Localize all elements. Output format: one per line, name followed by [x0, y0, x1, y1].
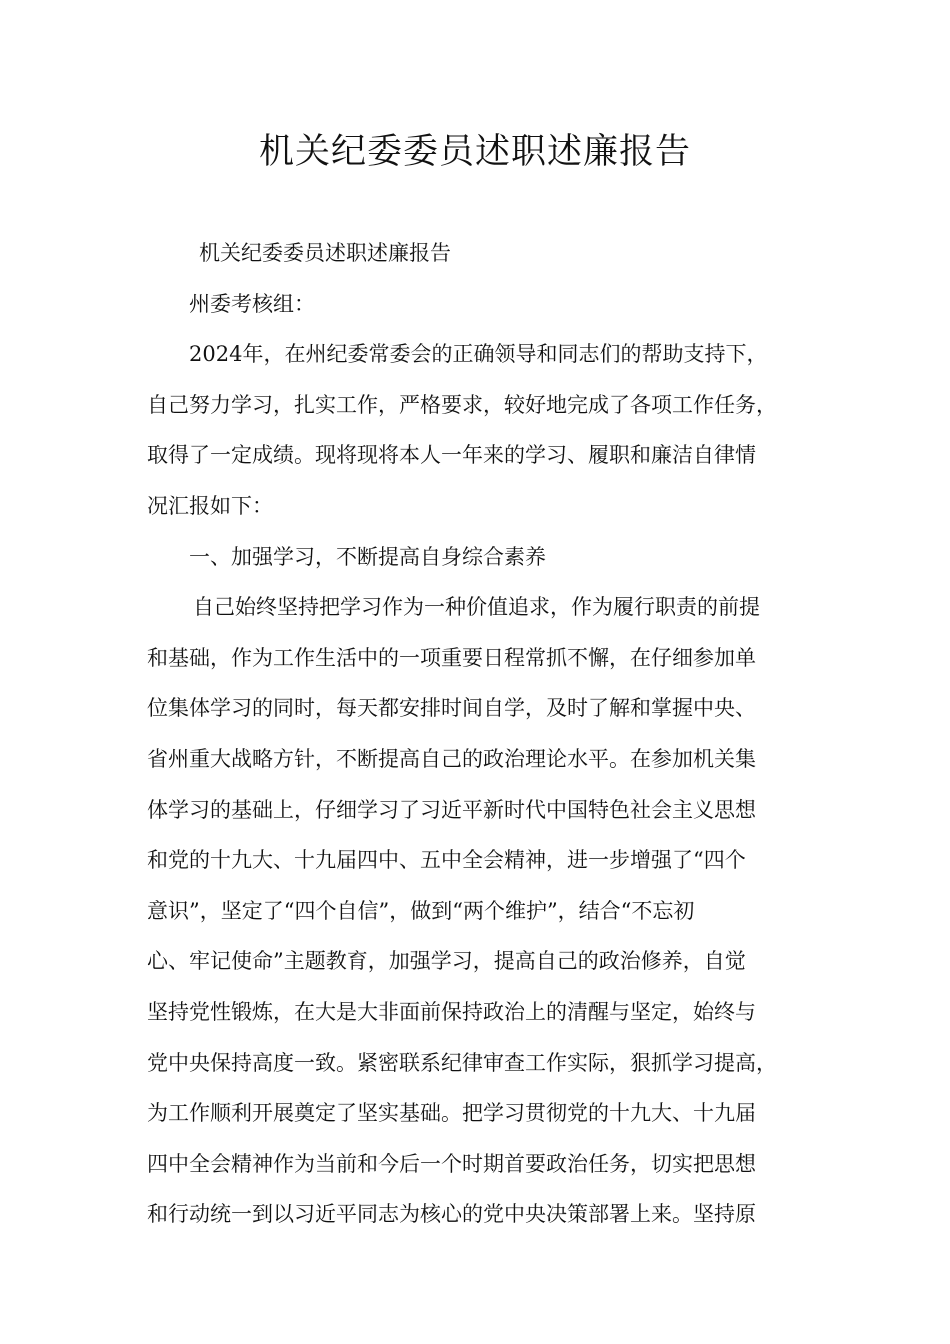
paragraph-line: 为工作顺利开展奠定了坚实基础。把学习贯彻党的十九大、十九届: [147, 1101, 756, 1126]
paragraph-line: 2024年，在州纪委常委会的正确领导和同志们的帮助支持下，: [189, 342, 768, 367]
document-body: [147, 228, 837, 1240]
paragraph-line: 体学习的基础上，仔细学习了习近平新时代中国特色社会主义思想: [147, 797, 756, 822]
subtitle-line: 机关纪委委员述职述廉报告: [199, 241, 451, 265]
paragraph-line: 自己始终坚持把学习作为一种价值追求，作为履行职责的前提: [193, 595, 760, 620]
paragraph-line: 取得了一定成绩。现将现将本人一年来的学习、履职和廉洁自律情: [147, 443, 756, 468]
paragraph-line: 坚持党性锻炼，在大是大非面前保持政治上的清醒与坚定，始终与: [147, 999, 756, 1024]
paragraph-line: 和党的十九大、十九届四中、五中全会精神，进一步增强了“四个: [147, 848, 746, 873]
paragraph-line: 心、牢记使命”主题教育，加强学习，提高自己的政治修养，自觉: [147, 949, 746, 974]
paragraph-line: 四中全会精神作为当前和今后一个时期首要政治任务，切实把思想: [147, 1151, 756, 1176]
paragraph-line: 和基础，作为工作生活中的一项重要日程常抓不懈，在仔细参加单: [147, 645, 756, 670]
paragraph-line: 况汇报如下：: [147, 493, 273, 518]
paragraph-line: 自己努力学习，扎实工作，严格要求，较好地完成了各项工作任务，: [147, 392, 777, 417]
paragraph-line: 位集体学习的同时，每天都安排时间自学，及时了解和掌握中央、: [147, 696, 756, 721]
paragraph-line: 省州重大战略方针，不断提高自己的政治理论水平。在参加机关集: [147, 746, 756, 771]
salutation-line: 州委考核组：: [189, 291, 315, 316]
paragraph-line: 和行动统一到以习近平同志为核心的党中央决策部署上来。坚持原: [147, 1202, 756, 1227]
section-heading: 一、加强学习，不断提高自身综合素养: [189, 544, 546, 569]
document-title: 机关纪委委员述职述廉报告: [258, 132, 691, 172]
paragraph-line: 党中央保持高度一致。紧密联系纪律审查工作实际，狠抓学习提高，: [147, 1050, 777, 1075]
paragraph-line: 意识”，坚定了“四个自信”，做到“两个维护”，结合“不忘初: [147, 898, 695, 923]
